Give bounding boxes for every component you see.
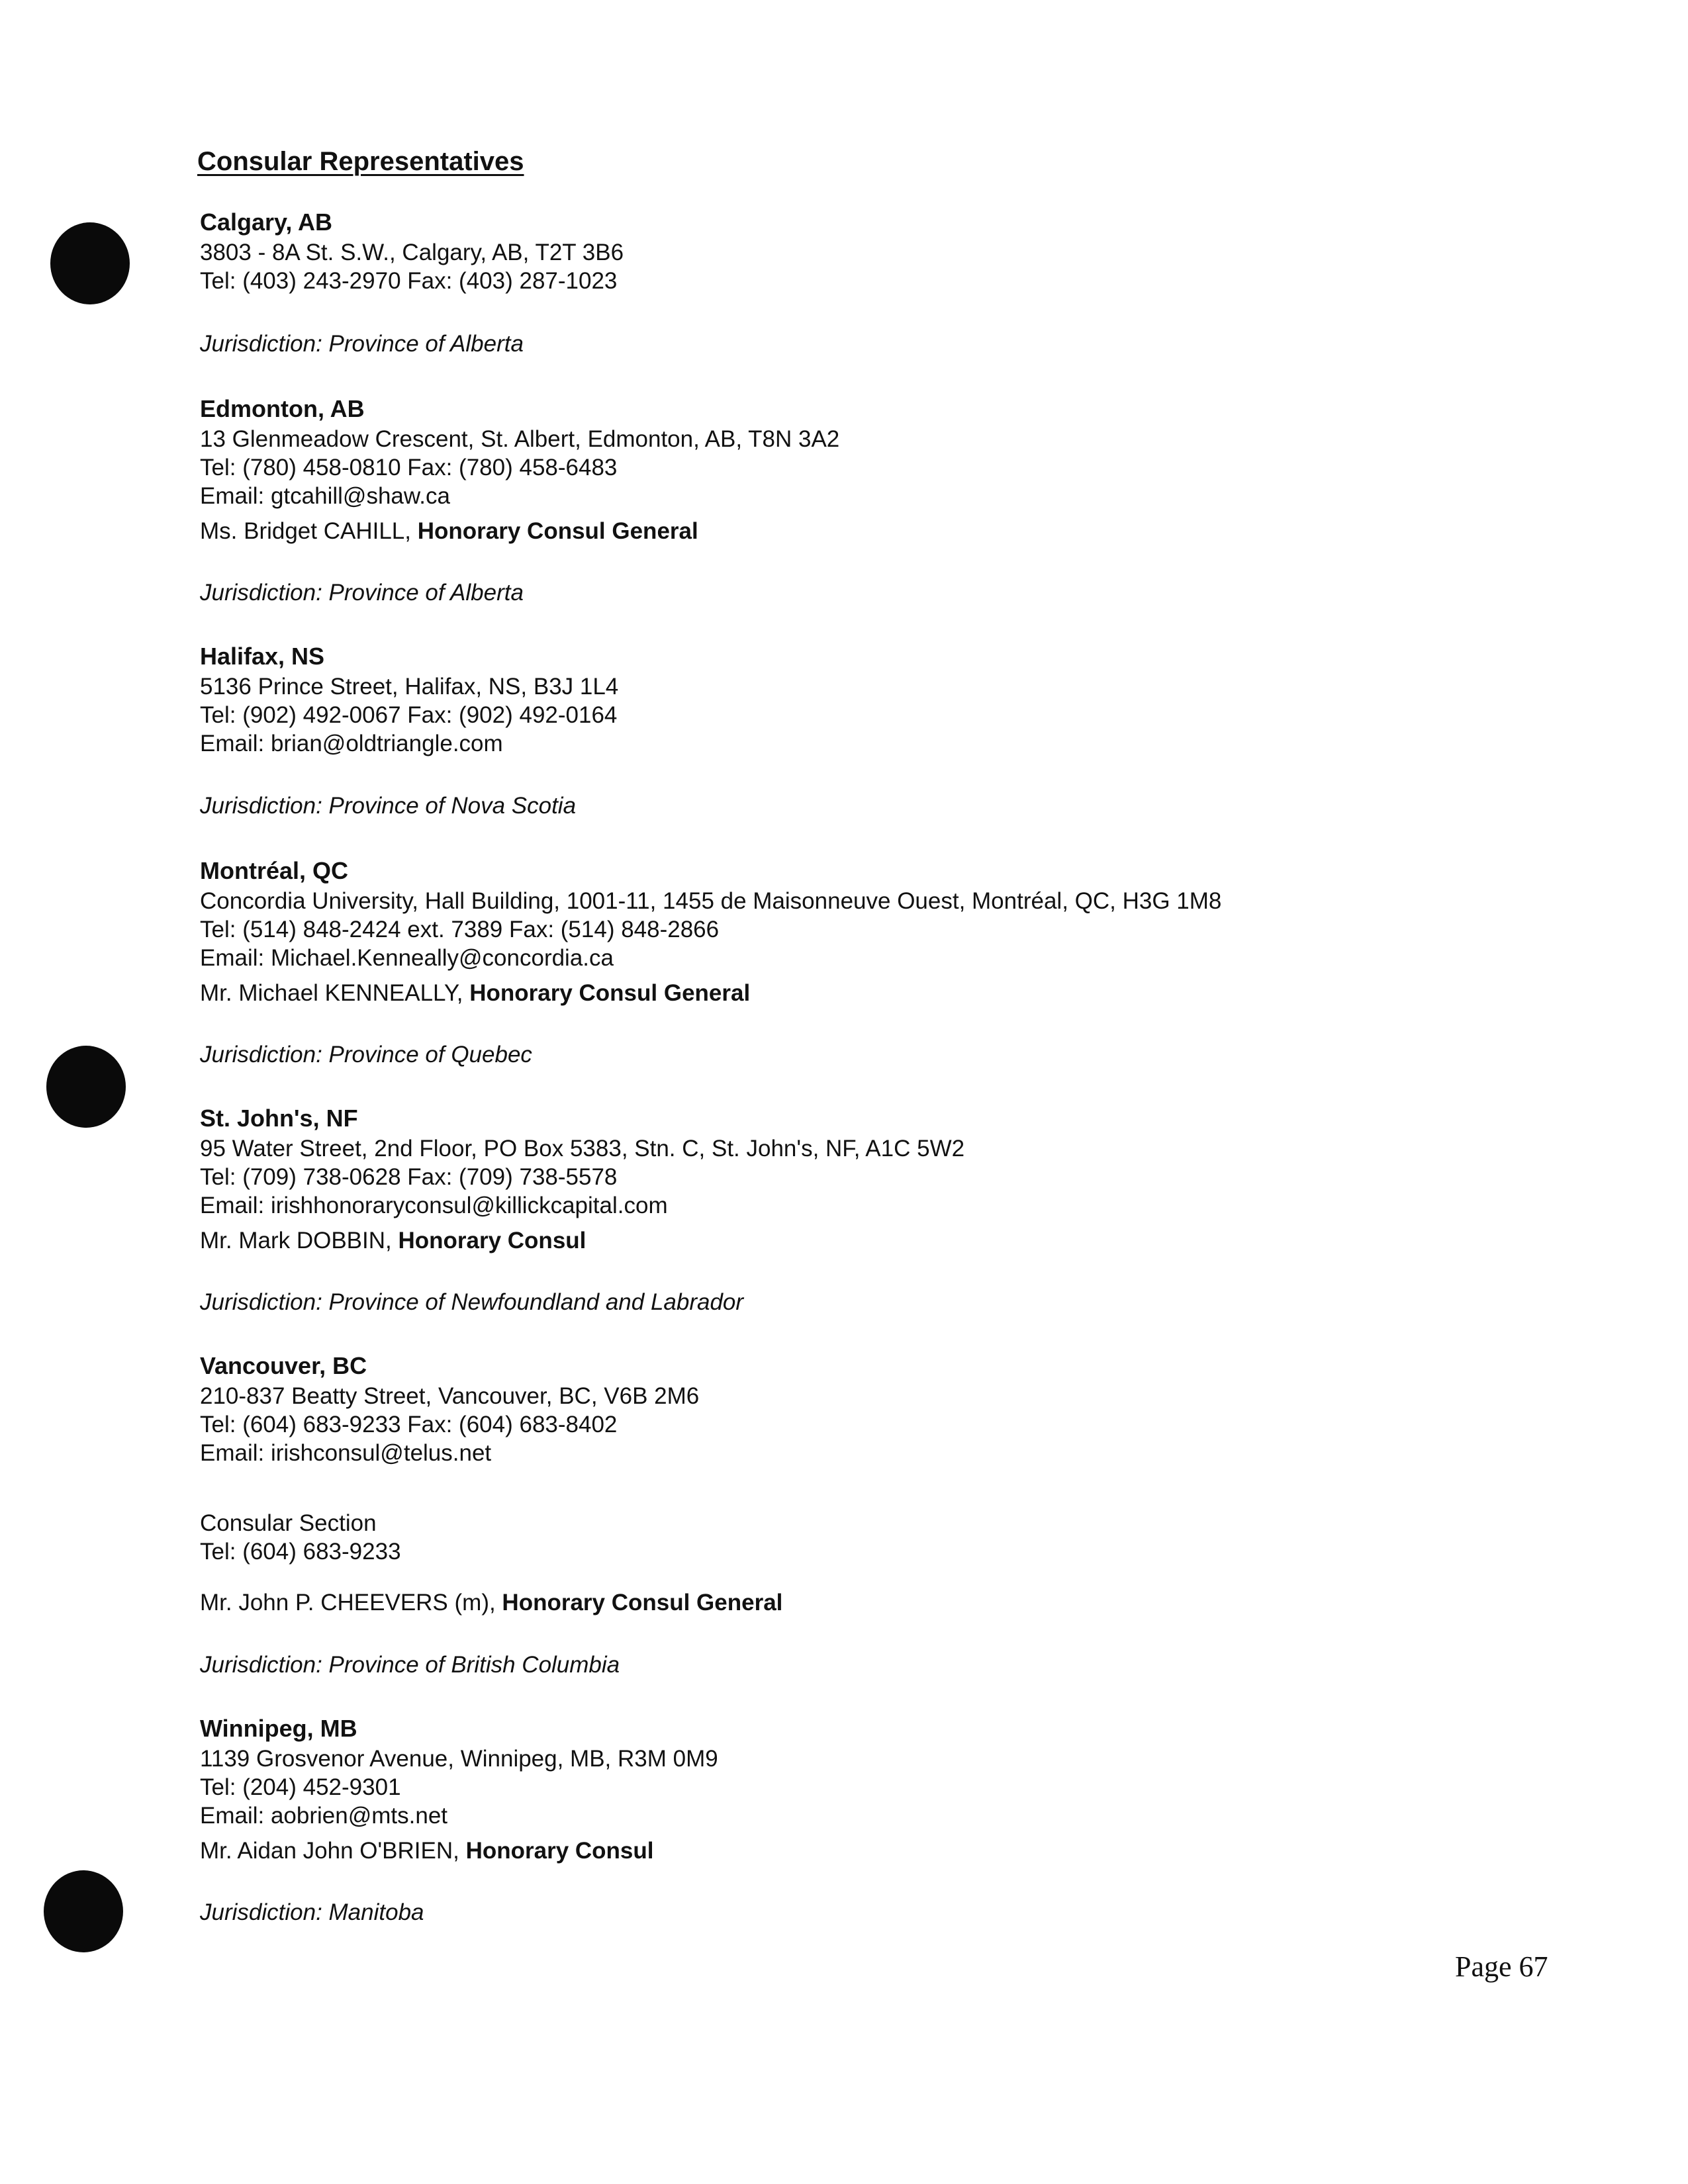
entry-phone: Tel: (780) 458-0810 Fax: (780) 458-6483 [200, 455, 618, 480]
entry-jurisdiction: Jurisdiction: Province of Alberta [200, 331, 524, 357]
entry-representative [200, 1226, 1458, 1255]
entry-address: Concordia University, Hall Building, 1001-11, 1455 de Maisonneuve Ouest, Montréal, QC, H3G 1M8 [200, 888, 1222, 914]
entry-vancouver [200, 1350, 1458, 1467]
entry-email: Email: Michael.Kenneally@concordia.ca [200, 945, 614, 971]
page-heading: Consular Representatives [197, 147, 524, 176]
punch-hole-icon [44, 1870, 123, 1952]
consular-section [200, 1509, 1458, 1566]
rep-title: Honorary Consul General [502, 1590, 783, 1615]
entry-jurisdiction: Jurisdiction: Province of Nova Scotia [200, 793, 577, 819]
rep-name: Ms. Bridget CAHILL, [200, 518, 418, 544]
entry-address: 210-837 Beatty Street, Vancouver, BC, V6B 2M6 [200, 1383, 700, 1409]
rep-title: Honorary Consul General [417, 518, 698, 544]
entry-email: Email: aobrien@mts.net [200, 1803, 448, 1829]
rep-name: Mr. John P. CHEEVERS (m), [200, 1590, 502, 1615]
rep-title: Honorary Consul [398, 1228, 586, 1253]
consular-section-label: Consular Section [200, 1510, 377, 1536]
entry-calgary [200, 206, 1458, 295]
entry-address: 3803 - 8A St. S.W., Calgary, AB, T2T 3B6 [200, 240, 624, 265]
entry-city: Edmonton, AB [200, 395, 365, 422]
rep-title: Honorary Consul [465, 1838, 654, 1864]
entry-jurisdiction: Jurisdiction: Province of British Columbia [200, 1652, 620, 1678]
entry-city: Montréal, QC [200, 857, 349, 884]
entry-jurisdiction: Jurisdiction: Manitoba [200, 1899, 424, 1925]
rep-name: Mr. Mark DOBBIN, [200, 1228, 399, 1253]
entry-jurisdiction: Jurisdiction: Province of Quebec [200, 1042, 532, 1068]
entry-email: Email: irishhonoraryconsul@killickcapital.com [200, 1193, 668, 1218]
entry-representative-wrap [200, 1588, 1458, 1617]
entry-email: Email: gtcahill@shaw.ca [200, 483, 450, 509]
entry-address: 5136 Prince Street, Halifax, NS, B3J 1L4 [200, 674, 619, 700]
entry-phone: Tel: (204) 452-9301 [200, 1774, 401, 1800]
rep-name: Mr. Aidan John O'BRIEN, [200, 1838, 466, 1864]
entry-email: Email: irishconsul@telus.net [200, 1440, 492, 1466]
entry-address: 13 Glenmeadow Crescent, St. Albert, Edmonton, AB, T8N 3A2 [200, 426, 840, 452]
entry-edmonton [200, 393, 1458, 545]
entry-winnipeg [200, 1713, 1458, 1865]
entry-representative [200, 979, 1458, 1007]
entry-montreal [200, 855, 1458, 1007]
entry-halifax [200, 641, 1458, 758]
rep-title: Honorary Consul General [469, 980, 751, 1006]
consular-section-phone: Tel: (604) 683-9233 [200, 1539, 401, 1565]
entry-city: St. John's, NF [200, 1105, 358, 1132]
entry-phone: Tel: (604) 683-9233 Fax: (604) 683-8402 [200, 1412, 618, 1437]
entry-phone: Tel: (709) 738-0628 Fax: (709) 738-5578 [200, 1164, 618, 1190]
entry-phone: Tel: (514) 848-2424 ext. 7389 Fax: (514) 848-2866 [200, 917, 720, 942]
entry-representative [200, 517, 1458, 545]
entry-city: Vancouver, BC [200, 1352, 367, 1379]
rep-name: Mr. Michael KENNEALLY, [200, 980, 470, 1006]
punch-hole-icon [50, 222, 130, 304]
entry-representative [200, 1837, 1458, 1865]
entry-jurisdiction: Jurisdiction: Province of Alberta [200, 580, 524, 606]
entry-phone: Tel: (403) 243-2970 Fax: (403) 287-1023 [200, 268, 618, 294]
entry-city: Winnipeg, MB [200, 1715, 357, 1742]
entry-city: Calgary, AB [200, 208, 333, 236]
entry-st-johns [200, 1103, 1458, 1255]
entry-address: 95 Water Street, 2nd Floor, PO Box 5383, Stn. C, St. John's, NF, A1C 5W2 [200, 1136, 965, 1161]
entry-address: 1139 Grosvenor Avenue, Winnipeg, MB, R3M 0M9 [200, 1746, 718, 1772]
entry-jurisdiction: Jurisdiction: Province of Newfoundland and Labrador [200, 1289, 744, 1315]
entry-representative [200, 1588, 1458, 1617]
punch-hole-icon [46, 1046, 126, 1128]
page-number: Page 67 [1455, 1950, 1548, 1983]
entry-city: Halifax, NS [200, 643, 325, 670]
entry-email: Email: brian@oldtriangle.com [200, 731, 503, 756]
entry-phone: Tel: (902) 492-0067 Fax: (902) 492-0164 [200, 702, 618, 728]
